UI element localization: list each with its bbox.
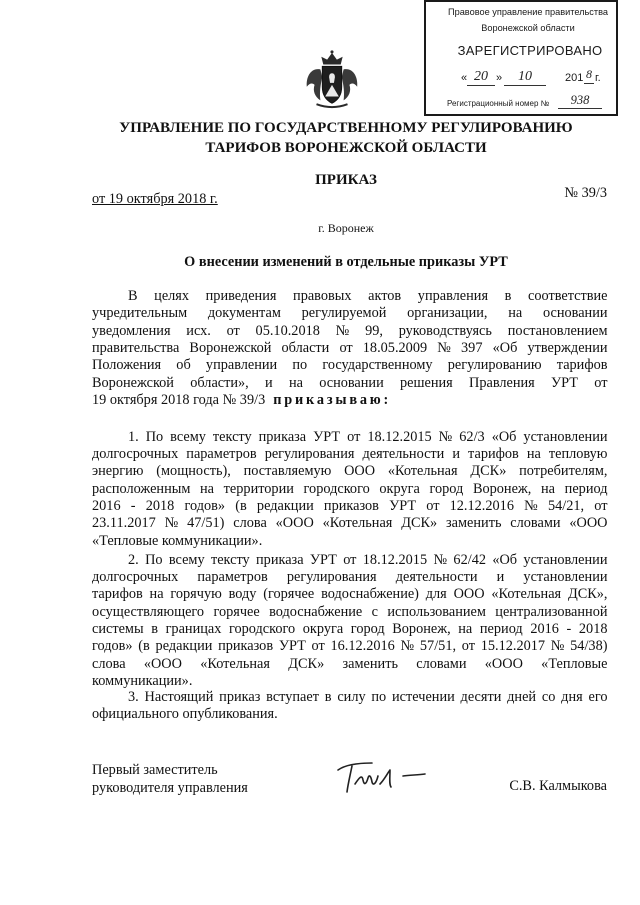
- order-item-2-line-text: слова «ООО «Котельная ДСК» заменить словами «ООО «Тепловые: [92, 655, 608, 672]
- stamp-date-close-quote: »: [496, 72, 503, 84]
- issuer-title: [84, 118, 608, 158]
- preamble-line-2: [92, 305, 608, 322]
- issuer-title-line2: ТАРИФОВ ВОРОНЕЖСКОЙ ОБЛАСТИ: [205, 140, 487, 156]
- order-item-2-line-text: 2. По всему тексту приказа УРТ от 18.12.2015 № 62/42 «Об установлении: [128, 551, 608, 568]
- order-item-1-line-1: [128, 429, 608, 446]
- document-date: от 19 октября 2018 г.: [92, 191, 218, 207]
- registration-stamp: [424, 0, 618, 116]
- order-item-2-line-text: осуществляющего горячее водоснабжение с использованием централизованной: [92, 603, 608, 620]
- order-item-2-line-5: [92, 621, 608, 638]
- preamble-line-text: В целях приведения правовых актов управления в соответствие: [128, 288, 608, 304]
- preamble-line-text: правительства Воронежской области от 18.05.2009 № 397 «Об утверждении: [92, 340, 608, 357]
- order-item-2-line-text: тарифов на горячую воду (горячее водоснабжение) для ООО «Котельная ДСК»,: [92, 586, 608, 603]
- preamble-final-line: [92, 392, 608, 409]
- order-item-3-line-2: [92, 706, 608, 723]
- stamp-status: ЗАРЕГИСТРИРОВАНО: [457, 43, 603, 58]
- signer-position: [92, 761, 248, 797]
- document-number: № 39/3: [564, 185, 607, 201]
- order-item-2-line-7: [92, 656, 608, 673]
- preamble-line-text: Положения об управлении по государственному регулированию тарифов: [92, 357, 608, 374]
- signer-name: С.В. Калмыкова: [509, 778, 607, 794]
- preamble-line-text: учредительным документам регулируемой организации, на основании: [92, 305, 608, 322]
- preamble-paragraph: [92, 288, 608, 409]
- order-item-1-line-text: энергию (мощность), поставляемую ООО «Котельная ДСК» потребителям,: [92, 463, 608, 480]
- order-item-3: [92, 689, 608, 724]
- order-item-2-line-6: [92, 638, 608, 655]
- order-item-1-line-text: расположенным на территории городского округа город Воронеж, на период: [92, 480, 608, 497]
- handwritten-signature-icon: [335, 754, 430, 794]
- order-item-1-line-4: [92, 481, 608, 498]
- issuer-title-line1: УПРАВЛЕНИЕ ПО ГОСУДАРСТВЕННОМУ РЕГУЛИРОВАНИЮ: [119, 120, 573, 136]
- stamp-org-line1: Правовое управление правительства: [447, 7, 608, 17]
- order-word: приказываю:: [273, 392, 392, 409]
- document-subject: О внесении изменений в отдельные приказы УРТ: [184, 254, 508, 270]
- stamp-date-year-prefix: 201: [565, 72, 584, 84]
- stamp-date-month: 10: [504, 68, 546, 86]
- order-item-1-line-text: 23.11.2017 № 47/51) слова «ООО «Котельная ДСК» заменить словами «ООО: [92, 515, 608, 532]
- order-item-1-line-text: 1. По всему тексту приказа УРТ от 18.12.2015 № 62/3 «Об установлении: [128, 428, 608, 445]
- preamble-line-6: [92, 375, 608, 392]
- order-item-2-line-3: [92, 586, 608, 603]
- stamp-reg-label: Регистрационный номер №: [447, 99, 550, 108]
- preamble-lines: [92, 288, 608, 392]
- order-item-1-line-3: [92, 463, 608, 480]
- preamble-line-1: [128, 288, 608, 305]
- signer-position-line2: руководителя управления: [92, 780, 248, 796]
- order-item-1-line-5: [92, 498, 608, 515]
- order-item-2-line-text: годов» (в редакции приказов УРТ от 16.12.2016 № 57/51, от 15.12.2017 № 54/38): [92, 638, 608, 655]
- order-item-1-line-6: [92, 515, 608, 532]
- order-item-2: [92, 552, 608, 691]
- preamble-line-5: [92, 357, 608, 374]
- order-item-3-line-1: [128, 689, 608, 706]
- document-type: ПРИКАЗ: [315, 172, 377, 188]
- order-item-2-line-8: [92, 673, 608, 690]
- preamble-final-line-text: [92, 392, 391, 409]
- stamp-date-year-digit: 8: [584, 66, 594, 84]
- order-item-1-line-text: «Тепловые коммуникации».: [92, 532, 263, 549]
- stamp-date-open-quote: «: [461, 72, 468, 84]
- preamble-line-4: [92, 340, 608, 357]
- order-item-2-line-text: коммуникации».: [92, 672, 193, 689]
- order-item-3-line-text: 3. Настоящий приказ вступает в силу по истечении десяти дней со дня его: [128, 689, 608, 705]
- stamp-org-line2: Воронежской области: [481, 23, 575, 33]
- stamp-date-year-suffix: г.: [595, 72, 601, 84]
- order-item-1-line-7: [92, 533, 608, 550]
- preamble-line-text: Воронежской области», и на основании решения Правления УРТ от: [92, 374, 608, 391]
- signer-position-line1: Первый заместитель: [92, 762, 218, 778]
- resolution-reference: 19 октября 2018 года № 39/3: [92, 392, 266, 409]
- preamble-line-3: [92, 323, 608, 340]
- order-item-2-line-text: системы в границах городского округа город Воронеж, на период 2016 - 2018: [92, 620, 608, 637]
- order-item-1-line-2: [92, 446, 608, 463]
- order-item-1-line-text: долгосрочных параметров регулирования деятельности и тарифов на тепловую: [92, 445, 608, 462]
- preamble-line-text: уведомления исх. от 05.10.2018 № 99, руководствуясь постановлением: [92, 322, 608, 339]
- order-item-2-line-text: долгосрочных параметров регулирования деятельности и установлении: [92, 568, 608, 585]
- order-item-2-line-1: [128, 552, 608, 569]
- document-city: г. Воронеж: [318, 221, 374, 235]
- stamp-reg-number: 938: [558, 93, 602, 109]
- order-item-1-line-text: 2016 - 2018 годов» (в редакции приказов УРТ от 12.12.2016 № 54/21, от: [92, 497, 608, 514]
- stamp-date-day: 20: [467, 68, 495, 86]
- order-item-2-line-4: [92, 604, 608, 621]
- order-item-3-line-text: официального опубликования.: [92, 706, 278, 723]
- order-item-2-line-2: [92, 569, 608, 586]
- order-item-1: [92, 429, 608, 550]
- coat-of-arms-icon: [301, 47, 363, 111]
